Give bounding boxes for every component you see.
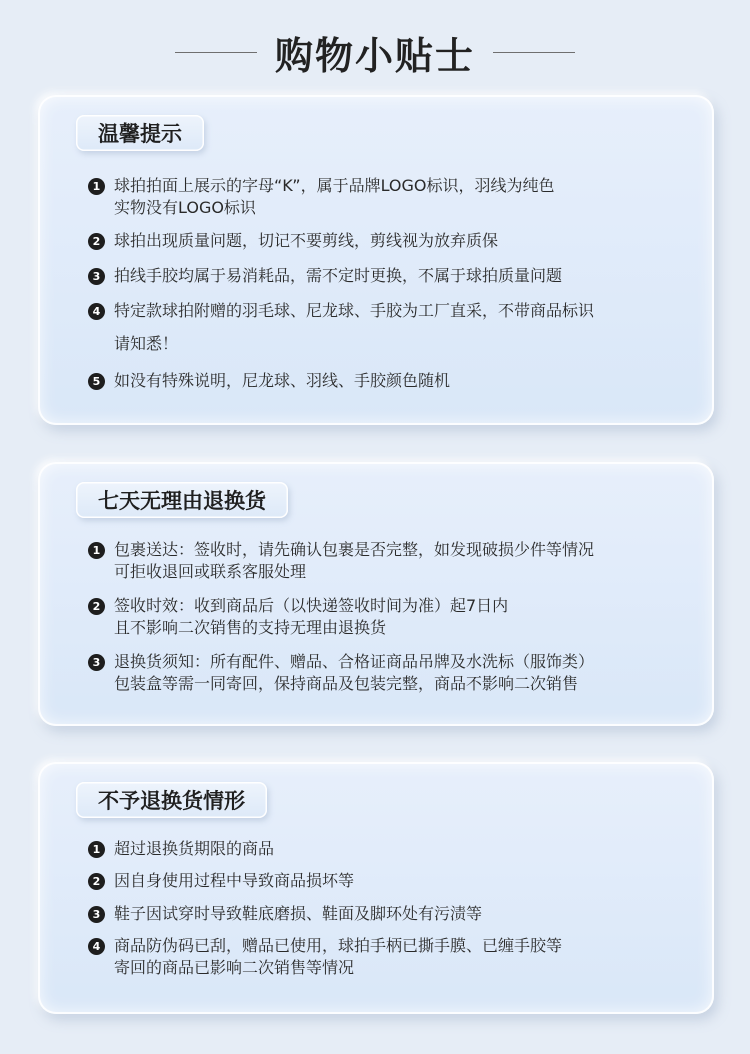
page-title: 购物小贴士 <box>274 33 475 78</box>
list-item <box>88 370 684 392</box>
tips-card <box>38 95 714 425</box>
item-text: 实物没有LOGO标识 <box>114 198 256 217</box>
item-text: 球拍出现质量问题，切记不要剪线，剪线视为放弃质保 <box>114 231 499 250</box>
item-text: 特定款球拍附赠的羽毛球、尼龙球、手胶为工厂直采，不带商品标识 <box>114 301 595 320</box>
header-rule-left <box>175 52 257 53</box>
number-badge-icon: 4 <box>88 938 105 955</box>
list-item <box>88 265 684 287</box>
item-text: 因自身使用过程中导致商品损坏等 <box>114 871 355 890</box>
list-item <box>88 838 684 860</box>
item-text: 超过退换货期限的商品 <box>114 839 275 858</box>
item-text: 寄回的商品已影响二次销售等情况 <box>114 958 355 977</box>
tips-card-title: 温馨提示 <box>76 115 204 151</box>
number-badge-icon: 5 <box>88 373 105 390</box>
number-badge-icon: 3 <box>88 906 105 923</box>
number-badge-icon: 2 <box>88 598 105 615</box>
item-text: 退换货须知：所有配件、赠品、合格证商品吊牌及水洗标（服饰类） <box>114 652 595 671</box>
item-text: 鞋子因试穿时导致鞋底磨损、鞋面及脚环处有污渍等 <box>114 904 483 923</box>
number-badge-icon: 2 <box>88 233 105 250</box>
item-text: 请知悉！ <box>114 334 179 353</box>
list-item <box>88 595 684 639</box>
item-text: 如没有特殊说明，尼龙球、羽线、手胶颜色随机 <box>114 371 451 390</box>
list-item <box>88 651 684 695</box>
item-text: 拍线手胶均属于易消耗品，需不定时更换，不属于球拍质量问题 <box>114 266 563 285</box>
list-item <box>88 903 684 925</box>
number-badge-icon: 1 <box>88 542 105 559</box>
seven-day-return-card <box>38 462 714 726</box>
list-item <box>88 870 684 892</box>
number-badge-icon: 4 <box>88 303 105 320</box>
number-badge-icon: 1 <box>88 178 105 195</box>
number-badge-icon: 3 <box>88 268 105 285</box>
page-header <box>0 24 750 80</box>
list-item <box>88 230 684 252</box>
item-text: 球拍拍面上展示的字母“K”，属于品牌LOGO标识，羽线为纯色 <box>114 176 555 195</box>
seven-day-return-card-title: 七天无理由退换货 <box>76 482 288 518</box>
item-text: 包装盒等需一同寄回，保持商品及包装完整，商品不影响二次销售 <box>114 674 579 693</box>
number-badge-icon: 1 <box>88 841 105 858</box>
number-badge-icon: 3 <box>88 654 105 671</box>
item-text: 且不影响二次销售的支持无理由退换货 <box>114 618 387 637</box>
non-returnable-card <box>38 762 714 1014</box>
item-text: 商品防伪码已刮，赠品已使用，球拍手柄已撕手膜、已缠手胶等 <box>114 936 563 955</box>
non-returnable-card-title: 不予退换货情形 <box>76 782 267 818</box>
list-item <box>88 935 684 979</box>
list-item <box>88 300 684 355</box>
number-badge-icon: 2 <box>88 873 105 890</box>
list-item <box>88 539 684 583</box>
list-item <box>88 175 684 219</box>
item-text: 签收时效：收到商品后（以快递签收时间为准）起7日内 <box>114 596 509 615</box>
header-rule-right <box>493 52 575 53</box>
item-text: 可拒收退回或联系客服处理 <box>114 562 307 581</box>
item-text: 包裹送达：签收时，请先确认包裹是否完整，如发现破损少件等情况 <box>114 540 595 559</box>
